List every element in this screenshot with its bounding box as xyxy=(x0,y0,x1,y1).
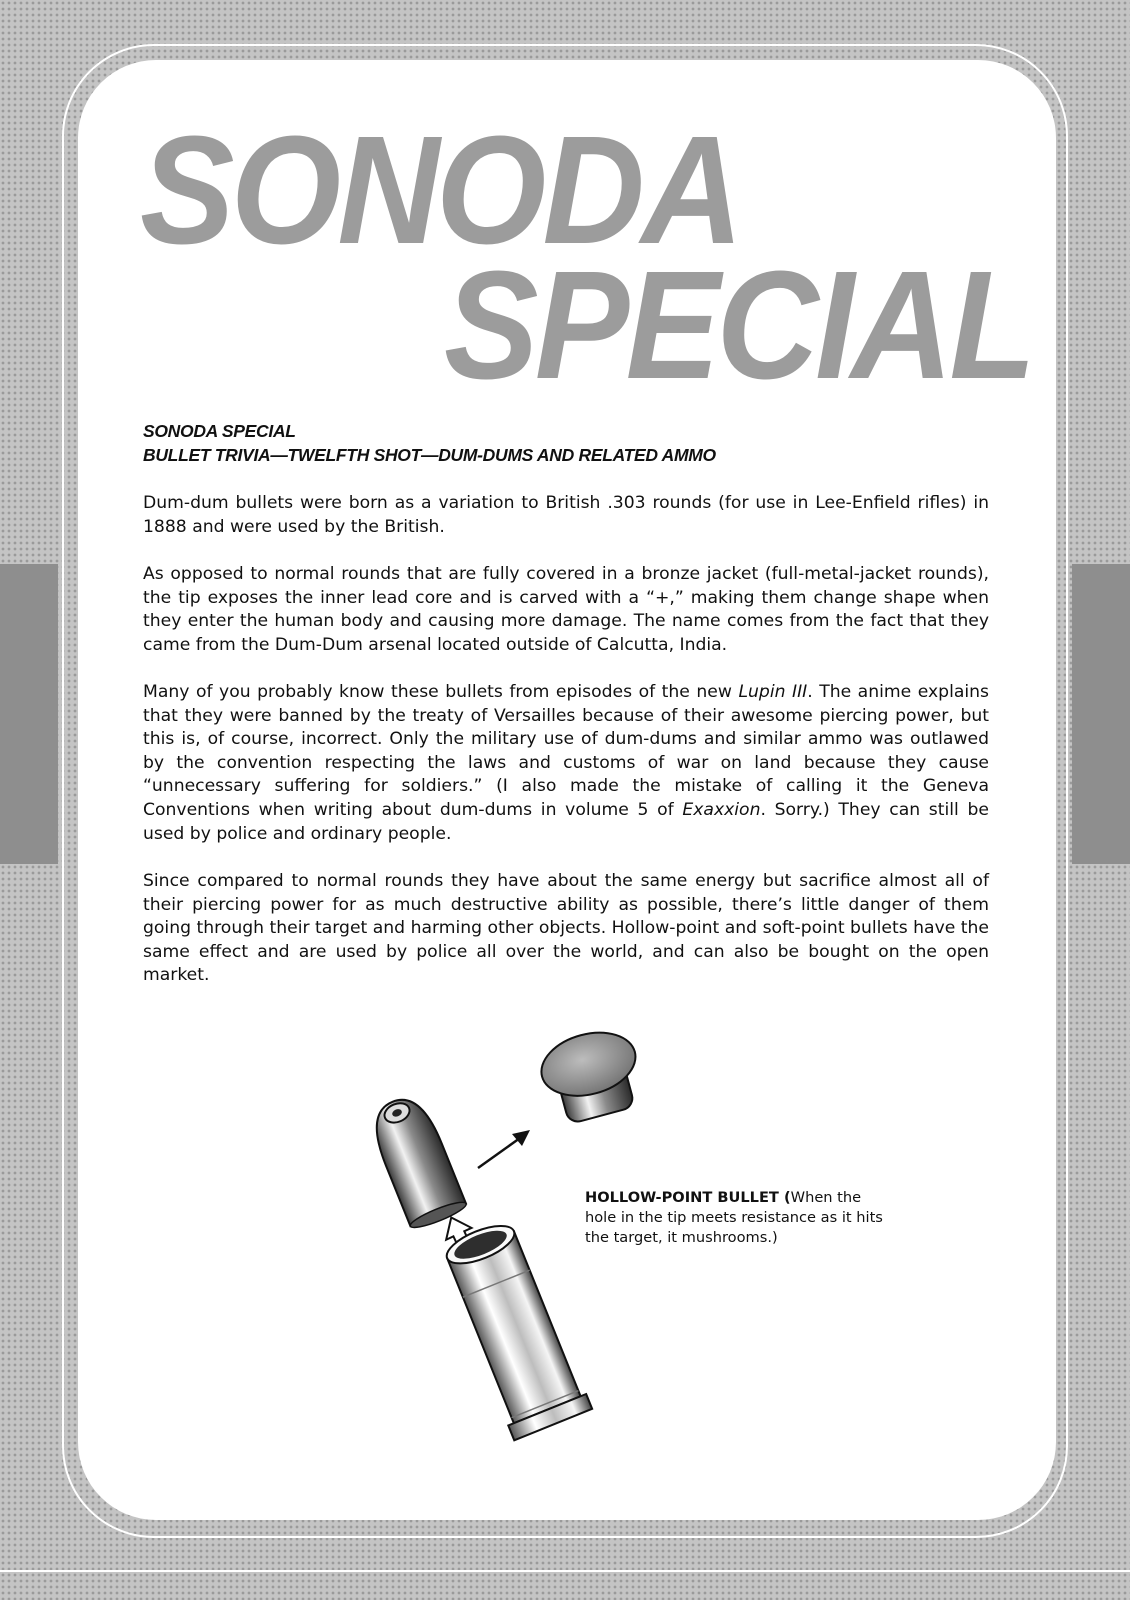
arrow-icon xyxy=(478,1130,530,1168)
paragraph-1: Dum-dum bullets were born as a variation to British .303 rounds (for use in Lee-Enfield rifles) in 1888 and were used by the British. xyxy=(143,493,989,537)
right-side-tab xyxy=(1072,564,1130,864)
cartridge-case xyxy=(436,1216,592,1440)
page-title-line-2: SPECIAL xyxy=(444,239,1033,411)
mushroomed-bullet xyxy=(534,1023,648,1128)
figure-caption xyxy=(585,1188,890,1248)
paragraph-3 xyxy=(143,681,989,846)
page-title-line-1: SONODA xyxy=(140,104,740,276)
paragraph-3-part-b: . The anime explains that they were banned by the treaty of Versailles because of their awesome piercing power, but this is, of course, incorrect. Only the military use of dum-dums and similar ammo was outlawed by the convention respecting the laws and customs of war on land because they cause “unnecessary suffering for soldiers.” (I also made the mistake of calling it the Geneva Conventions when writing about dum-dums in volume 5 of xyxy=(143,682,990,820)
caption-label: HOLLOW-POINT BULLET ( xyxy=(585,1189,791,1206)
paragraph-3-part-a: Many of you probably know these bullets from episodes of the new xyxy=(143,682,739,702)
section-subhead-2: BULLET TRIVIA—TWELFTH SHOT—DUM-DUMS AND RELATED AMMO xyxy=(143,445,716,465)
hollow-point-bullet xyxy=(365,1091,469,1232)
paragraph-3-part-c: . Sorry.) They can still be used by police and ordinary people. xyxy=(143,799,989,844)
left-side-tab xyxy=(0,564,58,864)
lupin-title: Lupin III xyxy=(738,682,808,702)
paragraph-2: As opposed to normal rounds that are fully covered in a bronze jacket (full-metal-jacket rounds), the tip exposes the inner lead core and is carved with a “+,” making them change shape when they enter the human body and causing more damage. The name comes from the fact that they came from the Dum-Dum arsenal located outside of Calcutta, India. xyxy=(143,564,989,655)
caption-text: When the hole in the tip meets resistance as it hits the target, it mushrooms.) xyxy=(585,1189,883,1246)
paragraph-4: Since compared to normal rounds they have about the same energy but sacrifice almost all of their piercing power for as much destructive ability as possible, there’s little danger of them going through their target and harming other objects. Hollow-point and soft-point bullets have the same effect and are used by police all over the world, and can also be bought on the open market. xyxy=(143,871,989,986)
exaxxion-title: Exaxxion xyxy=(682,799,761,820)
section-subhead-1: SONODA SPECIAL xyxy=(143,421,296,441)
bottom-rule xyxy=(0,1570,1130,1572)
